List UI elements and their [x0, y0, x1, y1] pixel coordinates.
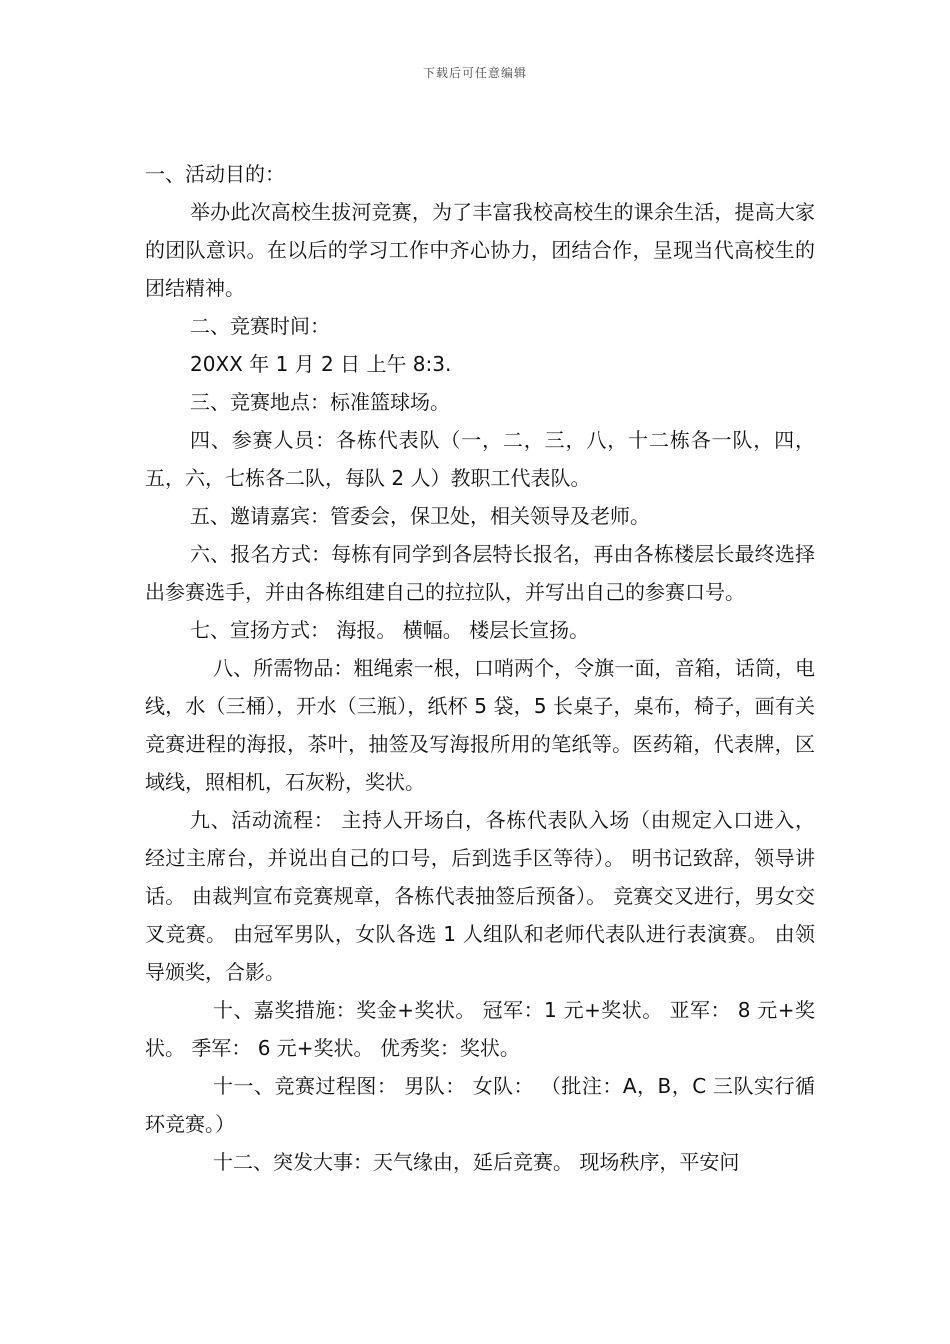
section-heading-time: 二、竞赛时间： — [190, 314, 330, 338]
paragraph-diagram: 十一、竞赛过程图： 男队： 女队： （批注：A，B，C 三队实行循环竞赛。） — [145, 1074, 815, 1136]
paragraph-purpose: 举办此次高校生拔河竞赛，为了丰富我校高校生的课余生活，提高大家的团队意识。在以后的学习工作中齐心协力，团结合作，呈现当代高校生的团结精神。 — [145, 200, 815, 300]
section-heading-purpose: 一、活动目的： — [145, 162, 285, 186]
paragraph-registration: 六、报名方式：每栋有同学到各层特长报名，再由各栋楼层长最终选择出参赛选手，并由各栋组建自己的拉拉队，并写出自己的参赛口号。 — [145, 542, 815, 604]
paragraph-time: 20XX 年 1 月 2 日 上午 8:3. — [190, 352, 452, 376]
paragraph-promotion: 七、宣扬方式： 海报。 横幅。 楼层长宣扬。 — [190, 618, 590, 642]
paragraph-participants: 四、参赛人员：各栋代表队（一，二，三，八，十二栋各一队，四，五，六，七栋各二队，每队 2 人）教职工代表队。 — [145, 428, 815, 490]
paragraph-process: 九、活动流程： 主持人开场白，各栋代表队入场（由规定入口进入，经过主席台，并说出自己的口号，后到选手区等待）。 明书记致辞，领导讲话。 由裁判宣布竞赛规章，各栋代表抽签后预备）。 竞赛交叉进行，男女交叉竞赛。 由冠军男队，女队各选 1 人组队和老师代表队进行表演赛。 由领导颁奖，合影。 — [145, 808, 815, 984]
paragraph-emergencies: 十二、突发大事：天气缘由，延后竞赛。 现场秩序，平安问 — [213, 1150, 740, 1174]
paragraph-guests: 五、邀请嘉宾：管委会，保卫处，相关领导及老师。 — [190, 504, 650, 528]
document-body — [145, 155, 815, 1181]
page-header-note: 下载后可任意编辑 — [422, 66, 527, 80]
paragraph-venue: 三、竞赛地点：标准篮球场。 — [190, 390, 450, 414]
paragraph-supplies: 八、所需物品：粗绳索一根，口哨两个，令旗一面，音箱，话筒，电线，水（三桶），开水（三瓶），纸杯 5 袋，5 长桌子，桌布，椅子，画有关竞赛进程的海报，茶叶，抽签及写海报所用的笔纸等。医药箱，代表牌，区域线，照相机，石灰粉，奖状。 — [145, 656, 815, 794]
paragraph-awards: 十、嘉奖措施：奖金+奖状。 冠军：1 元+奖状。 亚军： 8 元+奖状。 季军： 6 元+奖状。 优秀奖：奖状。 — [145, 998, 815, 1060]
